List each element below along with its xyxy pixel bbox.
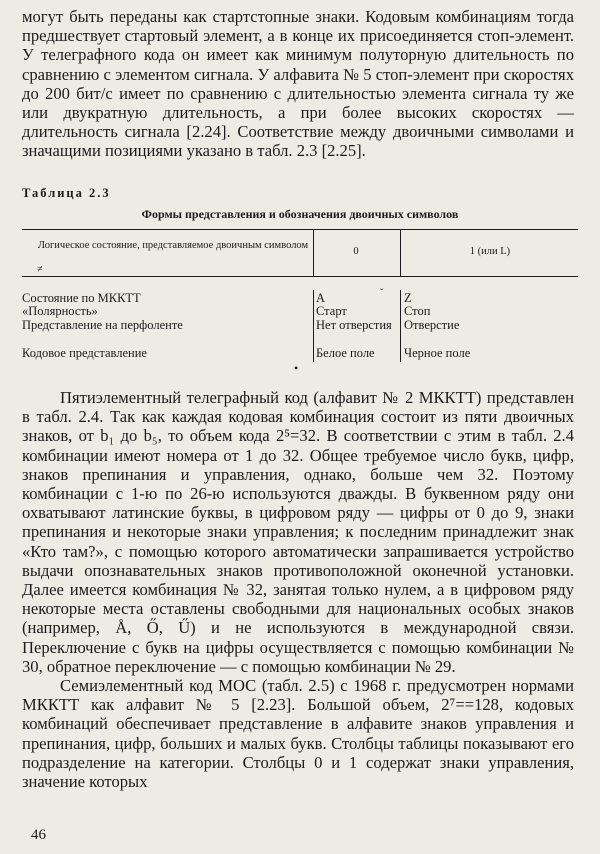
header-one: 1 (или L) [469, 246, 511, 257]
row-polarity: «Полярность» [22, 304, 98, 318]
cell-one: Отверстие [404, 318, 460, 332]
paragraph-text: могут быть переданы как стартстопные знаки. Кодовым комбинациям тогда предшествует стартовый элемент, а в конце их присоединяется стоп-элемент. У телеграфного кода он имеет как минимум полуторную длительность по сравнению с элементом сигнала. У алфавита № 5 стоп-элемент при скоростях до 200 бит/с имеет по сравнению с длительностью элемента сигнала ту же или двукратную длительность, а при более высоких скоростях — длительность сигнала [2.24]. Соответствие между двоичными символами и значащими позициями указано в табл. 2.3 [2.25]. [22, 7, 574, 161]
row-ccitt-state: Состояние по МККТТ [22, 291, 141, 305]
cell-zero: Нет отверстия [316, 318, 392, 332]
column-divider [400, 229, 401, 276]
print-mark: ˇ [380, 288, 384, 299]
cell-zero: Белое поле [316, 346, 375, 360]
header-zero: 0 [353, 246, 359, 257]
row-punched-tape: Представление на перфоленте [22, 318, 183, 332]
print-mark: ≠ [37, 264, 43, 275]
cell-one: Z [404, 291, 412, 305]
table-title: Формы представления и обозначения двоичных символов [141, 207, 459, 221]
cell-one: Стоп [404, 304, 431, 318]
cell-zero: Старт [316, 304, 347, 318]
table-header-rule [22, 276, 578, 277]
paragraph-seven-element-code: Семиэлементный код МОС (табл. 2.5) с 1968 г. предусмотрен нормами МККТТ как алфавит № 5 [2.23]. Большой объем, 2⁷==128, кодовых комбинаций обеспечивает представление в алфавите знаков управления и препинания, цифр, больших и малых букв. Столбцы таблицы показывают его подразделение на категории. Столбцы 0 и 1 содержат знаки управления, значение которых [22, 676, 574, 792]
column-divider [313, 229, 314, 276]
cell-one: Черное поле [404, 346, 471, 360]
column-divider [313, 290, 314, 362]
table-top-rule [22, 229, 578, 230]
page-number: 46 [31, 827, 46, 843]
cell-zero: A [316, 291, 326, 305]
paragraph-stop-element [22, 7, 574, 161]
paragraph-five-element-code [22, 388, 574, 791]
row-code-representation: Кодовое представление [22, 346, 147, 360]
table-label: Таблица 2.3 [22, 186, 111, 200]
column-divider [400, 290, 401, 362]
print-mark: • [294, 361, 299, 375]
header-logical-state: Логическое состояние, представляемое двоичным символом [37, 240, 309, 251]
paragraph-text: Пятиэлементный телеграфный код (алфавит № 2 МККТТ) представлен в табл. 2.4. Так как каждая кодовая комбинация состоит из пяти двоичных знаков, от b₁ до b₅, то объем кода 2⁵=32. В соответствии с этим в табл. 2.4 комбинации имеют номера от 1 до 32. Общее требуемое число букв, цифр, знаков препинания и управления, однако, больше чем 32. Поэтому комбинации с 1-ю по 26-ю используются дважды. В буквенном ряду они охватывают латинские буквы, в цифровом ряду — цифры от 0 до 9, знаки препинания и некоторые знаки управления; к последним принадлежит знак «Кто там?», с помощью которого автоматически запрашивается устройство выдачи опознавательных знаков противоположной оконечной установки. Далее имеется комбинация № 32, занятая только нулем, а в цифровом ряду некоторые места оставлены свободными для национальных особых знаков (например, Å, Ő, Ű) и не используются в международной связи. Переключение с букв на цифры осуществляется с помощью комбинации № 30, обратное переключение — с помощью комбинации № 29. [22, 388, 574, 676]
